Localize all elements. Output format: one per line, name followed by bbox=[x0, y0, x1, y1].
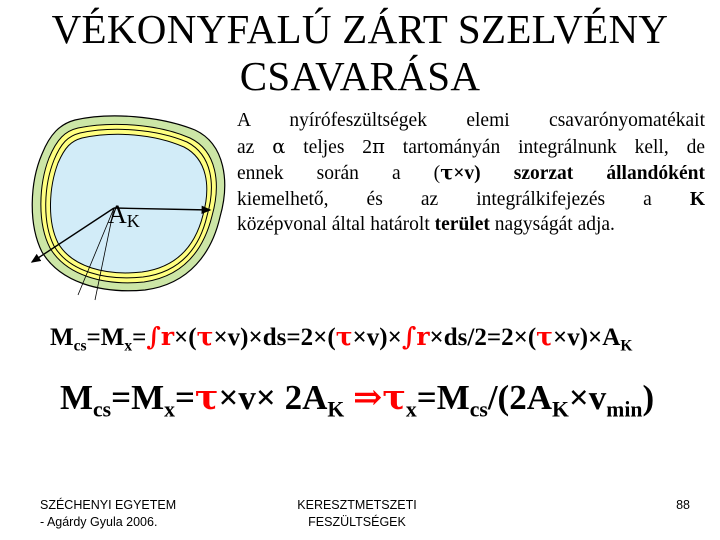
text-segment: ×v) szorzat állandóként bbox=[453, 163, 705, 184]
formula-part: ×( bbox=[174, 324, 197, 351]
footer-topic-line-2: FESZÜLTSÉGEK bbox=[308, 515, 406, 529]
formula-part: =M bbox=[111, 378, 165, 417]
text-segment: középvonal által határolt bbox=[237, 214, 435, 235]
formula-subscript: x bbox=[124, 337, 133, 355]
title-line-1: VÉKONYFALÚ ZÁRT SZELVÉNY bbox=[51, 6, 669, 52]
tau-symbol: τ bbox=[440, 161, 454, 184]
tau-symbol: τ bbox=[382, 377, 406, 418]
k-symbol: K bbox=[689, 188, 705, 210]
page-number: 88 bbox=[676, 498, 690, 512]
formula-part: ×v bbox=[568, 378, 607, 417]
text-segment: nagyságát adja. bbox=[489, 214, 615, 235]
formula-part: = bbox=[132, 324, 147, 351]
footer-author-line: - Agárdy Gyula 2006. bbox=[40, 515, 158, 529]
text-segment: A nyírófeszültségek elemi csavarónyomatékait bbox=[237, 110, 705, 131]
formula-part: ×v)×A bbox=[552, 324, 621, 351]
formula-part: ×ds/2=2×( bbox=[429, 324, 537, 351]
footer-topic-line-1: KERESZTMETSZETI bbox=[297, 498, 417, 512]
pi-symbol: π bbox=[372, 134, 385, 158]
footer-institution: SZÉCHENYI EGYETEM bbox=[40, 498, 177, 512]
cross-section-figure bbox=[20, 112, 235, 312]
formula-part: =M bbox=[416, 378, 470, 417]
formula-part bbox=[344, 378, 353, 417]
formula-subscript: min bbox=[606, 397, 643, 422]
bold-word: terület bbox=[434, 214, 490, 235]
paragraph-line-1 bbox=[237, 108, 705, 134]
area-label-main: A bbox=[108, 200, 127, 229]
formula-part: = bbox=[174, 378, 195, 417]
formula-subscript: cs bbox=[93, 397, 112, 422]
formula-part: M bbox=[50, 324, 74, 351]
formula-subscript: K bbox=[327, 397, 345, 422]
paragraph-line-5 bbox=[237, 212, 705, 238]
formula-subscript: x bbox=[164, 397, 175, 422]
tau-symbol: τ bbox=[196, 322, 214, 351]
formula-subscript: K bbox=[551, 397, 569, 422]
tau-symbol: τ bbox=[536, 322, 553, 351]
formula-part: M bbox=[60, 378, 94, 417]
formula-part: ×v)× bbox=[352, 324, 402, 351]
formula-torque-integral bbox=[50, 322, 633, 355]
footer-topic bbox=[250, 497, 464, 531]
formula-part: ×v)×ds=2×( bbox=[213, 324, 336, 351]
alpha-symbol: α bbox=[272, 134, 286, 158]
tau-symbol: τ bbox=[194, 377, 219, 418]
formula-part: =M bbox=[86, 324, 125, 351]
formula-subscript: cs bbox=[73, 337, 87, 355]
slide-title bbox=[0, 6, 720, 100]
text-segment: tartományán integrálnunk kell, de bbox=[384, 136, 705, 158]
text-segment: teljes 2 bbox=[285, 136, 373, 158]
tau-symbol: τ bbox=[335, 322, 353, 351]
formula-subscript: x bbox=[405, 397, 417, 422]
formula-subscript: cs bbox=[469, 397, 488, 422]
paragraph-line-2 bbox=[237, 134, 705, 161]
integral-symbol: ∫r bbox=[146, 322, 175, 351]
integral-symbol: ∫r bbox=[401, 322, 430, 351]
formula-part: ×v× 2A bbox=[218, 378, 328, 417]
formula-part: /(2A bbox=[487, 378, 552, 417]
explanation-paragraph bbox=[237, 108, 705, 238]
text-segment: az bbox=[237, 136, 273, 158]
title-line-2: CSAVARÁSA bbox=[239, 53, 481, 99]
paragraph-line-3 bbox=[237, 160, 705, 187]
area-label-sub: K bbox=[126, 211, 140, 231]
formula-subscript: K bbox=[620, 337, 633, 355]
formula-bredt bbox=[60, 377, 655, 422]
footer-author bbox=[40, 497, 176, 531]
text-segment: ennek során a ( bbox=[237, 163, 441, 184]
implies-arrow-icon: ⇒ bbox=[353, 377, 383, 418]
inner-wall-shape bbox=[50, 134, 206, 273]
paragraph-line-4 bbox=[237, 187, 705, 213]
text-segment: kiemelhető, és az integrálkifejezés a bbox=[237, 188, 690, 210]
formula-part: ) bbox=[642, 378, 655, 417]
